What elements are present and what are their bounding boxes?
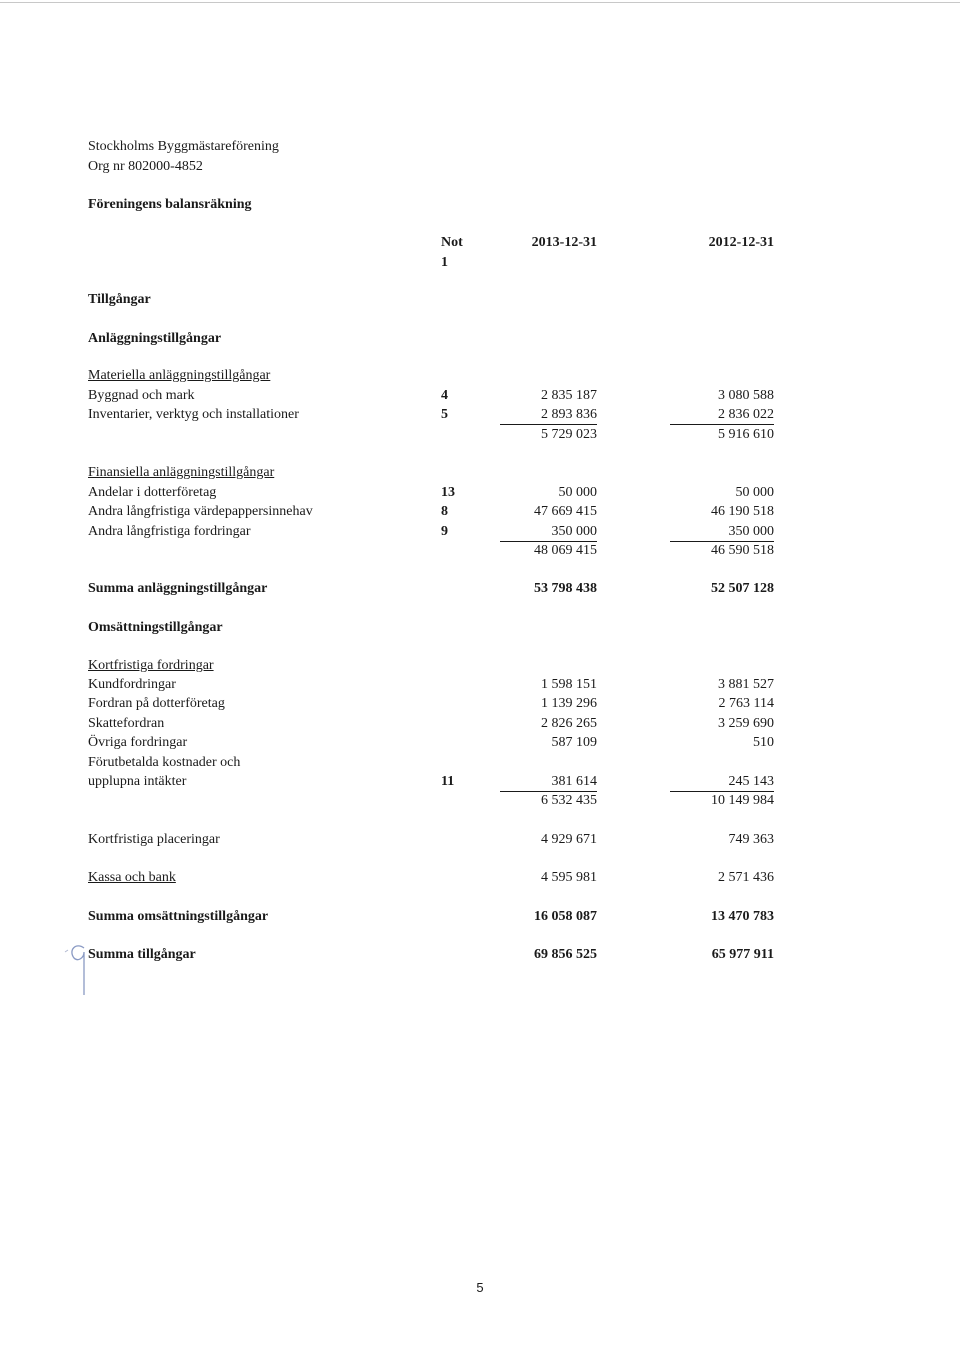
row-2012-skattefordran: 3 259 690 (718, 716, 774, 731)
summa-tillgangar-2012: 65 977 911 (711, 947, 774, 962)
year-2013-header: 2013-12-31 (531, 235, 597, 250)
subsection-finansiella: Finansiella anläggningstillgångar (88, 465, 275, 480)
row-label-forutbetalda-line1: Förutbetalda kostnader och (88, 755, 241, 770)
summa-omsattning-2012: 13 470 783 (711, 909, 774, 924)
row-2013-placeringar: 4 929 671 (541, 832, 597, 847)
row-note-forutbetalda: 11 (441, 774, 455, 789)
row-label-ovriga-fordringar: Övriga fordringar (88, 735, 188, 750)
summa-omsattning-label: Summa omsättningstillgångar (88, 909, 269, 924)
row-2013-langfristiga-fordringar: 350 000 (500, 523, 597, 542)
summa-tillgangar-label: Summa tillgångar (88, 947, 196, 962)
row-note-inventarier: 5 (441, 407, 448, 422)
summa-anlaggning-label: Summa anläggningstillgångar (88, 581, 268, 596)
subsection-kortfristiga-fordringar: Kortfristiga fordringar (88, 658, 214, 673)
row-2012-vardepapper: 46 190 518 (711, 504, 774, 519)
summa-anlaggning-2012: 52 507 128 (711, 581, 774, 596)
row-note-byggnad: 4 (441, 388, 448, 403)
row-2013-skattefordran: 2 826 265 (541, 716, 597, 731)
row-2013-fordran-dotterforetag: 1 139 296 (541, 696, 597, 711)
note-column-ref: 1 (441, 255, 448, 270)
row-label-forutbetalda-line2: upplupna intäkter (88, 774, 187, 789)
page-top-edge-line (0, 2, 960, 3)
row-note-vardepapper: 8 (441, 504, 448, 519)
row-2012-placeringar: 749 363 (728, 832, 774, 847)
summa-omsattning-2013: 16 058 087 (534, 909, 597, 924)
org-number: Org nr 802000-4852 (88, 159, 203, 174)
materiella-sum-2013: 5 729 023 (541, 427, 597, 442)
row-2013-inventarier: 2 893 836 (500, 406, 597, 425)
row-2013-byggnad: 2 835 187 (541, 388, 597, 403)
row-label-andelar: Andelar i dotterföretag (88, 485, 217, 500)
row-label-inventarier: Inventarier, verktyg och installationer (88, 407, 299, 422)
row-2012-inventarier: 2 836 022 (670, 406, 774, 425)
row-2013-kassa: 4 595 981 (541, 870, 597, 885)
kortfristiga-sum-2013: 6 532 435 (541, 793, 597, 808)
year-2012-header: 2012-12-31 (708, 235, 774, 250)
row-2013-forutbetalda: 381 614 (500, 773, 597, 792)
row-2012-fordran-dotterforetag: 2 763 114 (718, 696, 774, 711)
summa-tillgangar-2013: 69 856 525 (534, 947, 597, 962)
page-number: 5 (476, 1280, 484, 1295)
materiella-sum-2012: 5 916 610 (718, 427, 774, 442)
finansiella-sum-2012: 46 590 518 (711, 543, 774, 558)
row-label-vardepapper: Andra långfristiga värdepappersinnehav (88, 504, 313, 519)
row-label-byggnad: Byggnad och mark (88, 388, 195, 403)
row-label-skattefordran: Skattefordran (88, 716, 165, 731)
row-label-placeringar: Kortfristiga placeringar (88, 832, 220, 847)
row-label-fordran-dotterforetag: Fordran på dotterföretag (88, 696, 225, 711)
row-2012-kassa: 2 571 436 (718, 870, 774, 885)
row-2013-kundfordringar: 1 598 151 (541, 677, 597, 692)
row-2012-langfristiga-fordringar: 350 000 (670, 523, 774, 542)
org-name: Stockholms Byggmästareförening (88, 139, 279, 154)
row-2012-byggnad: 3 080 588 (718, 388, 774, 403)
subsection-materiella: Materiella anläggningstillgångar (88, 368, 271, 383)
handwritten-initial-mark-icon (62, 940, 92, 1000)
row-label-kassa: Kassa och bank (88, 870, 176, 885)
summa-anlaggning-2013: 53 798 438 (534, 581, 597, 596)
section-tillgangar: Tillgångar (88, 292, 151, 307)
row-label-kundfordringar: Kundfordringar (88, 677, 176, 692)
row-2012-forutbetalda: 245 143 (670, 773, 774, 792)
row-2012-kundfordringar: 3 881 527 (718, 677, 774, 692)
row-2013-vardepapper: 47 669 415 (534, 504, 597, 519)
finansiella-sum-2013: 48 069 415 (534, 543, 597, 558)
row-2013-ovriga-fordringar: 587 109 (551, 735, 597, 750)
section-omsattningstillgangar: Omsättningstillgångar (88, 620, 223, 635)
kortfristiga-sum-2012: 10 149 984 (711, 793, 774, 808)
row-2012-andelar: 50 000 (735, 485, 774, 500)
row-note-langfristiga-fordringar: 9 (441, 524, 448, 539)
document-title: Föreningens balansräkning (88, 197, 252, 212)
row-2013-andelar: 50 000 (558, 485, 597, 500)
row-note-andelar: 13 (441, 485, 455, 500)
row-2012-ovriga-fordringar: 510 (753, 735, 774, 750)
section-anlaggningstillgangar: Anläggningstillgångar (88, 331, 222, 346)
note-column-header: Not (441, 235, 463, 250)
row-label-langfristiga-fordringar: Andra långfristiga fordringar (88, 524, 251, 539)
